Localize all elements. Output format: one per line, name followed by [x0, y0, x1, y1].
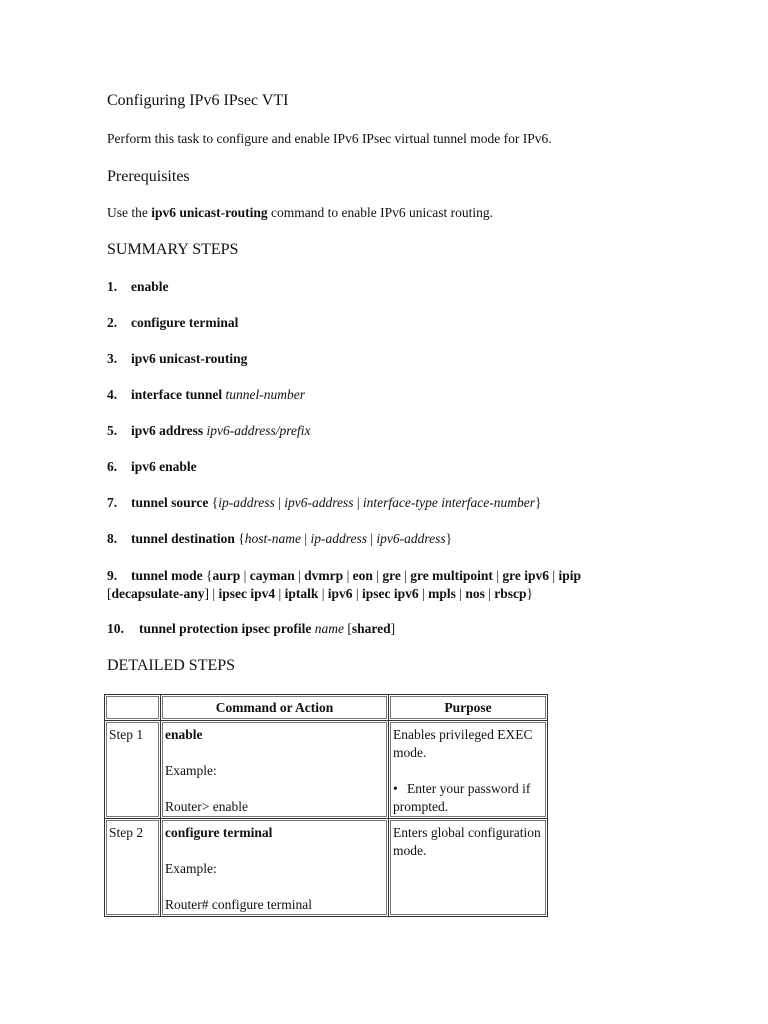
separator: |	[301, 531, 311, 546]
prerequisites-paragraph	[107, 205, 493, 221]
tunnel-mode-option: dvmrp	[304, 568, 344, 583]
prereq-text-after: command to enable IPv6 unicast routing.	[267, 205, 493, 220]
step-number: 9.	[107, 568, 118, 583]
step-command: tunnel destination	[131, 531, 235, 546]
step-command: ipv6 enable	[131, 459, 197, 474]
step-command: enable	[131, 279, 169, 294]
step-number: 1.	[107, 279, 118, 294]
command-cell	[162, 820, 387, 915]
step-number: 10.	[107, 621, 124, 636]
step-command: ipv6 unicast-routing	[131, 351, 248, 366]
separator: |	[549, 568, 559, 583]
table-cell	[161, 721, 389, 819]
separator: |	[400, 568, 411, 583]
separator: |	[274, 495, 285, 510]
table-header-cell	[389, 695, 548, 721]
decapsulate-option: decapsulate-any	[111, 586, 205, 601]
example-label: Example:	[165, 763, 217, 778]
tunnel-mode-option: gre	[382, 568, 401, 583]
step-number: 7.	[107, 495, 118, 510]
step-argument: ip-address	[218, 495, 275, 510]
command-text: configure terminal	[165, 825, 273, 840]
summary-step	[107, 351, 247, 367]
step-label: Step 1	[106, 722, 159, 817]
separator: |	[455, 586, 466, 601]
summary-step	[107, 315, 238, 331]
table-row	[105, 819, 548, 917]
header-command: Command or Action	[162, 696, 387, 719]
tunnel-mode-option: ipip	[558, 568, 581, 583]
step-command: tunnel source	[131, 495, 209, 510]
step-number: 8.	[107, 531, 118, 546]
tunnel-mode-options-line1	[213, 568, 582, 583]
header-purpose: Purpose	[390, 696, 546, 719]
brace-close: }	[534, 495, 542, 510]
separator: |	[209, 586, 219, 601]
example-label: Example:	[165, 861, 217, 876]
summary-step	[107, 459, 197, 475]
table-header-cell	[105, 695, 161, 721]
summary-step	[107, 423, 311, 439]
table-cell	[389, 721, 548, 819]
step-number: 2.	[107, 315, 118, 330]
summary-step	[107, 567, 581, 603]
tunnel-mode-option: gre multipoint	[410, 568, 493, 583]
prereq-command: ipv6 unicast-routing	[151, 205, 268, 220]
step-number: 5.	[107, 423, 118, 438]
step-command: tunnel protection ipsec profile	[139, 621, 312, 636]
brace-close: }	[445, 531, 453, 546]
summary-step	[107, 531, 452, 547]
example-text: Router> enable	[165, 799, 248, 814]
step-option: shared	[351, 621, 391, 636]
prerequisites-heading: Prerequisites	[107, 168, 190, 185]
command-cell	[162, 722, 387, 817]
table-cell	[389, 819, 548, 917]
summary-step	[107, 495, 541, 511]
tunnel-mode-option: ipv6	[327, 586, 353, 601]
tunnel-mode-option: iptalk	[284, 586, 319, 601]
purpose-cell	[390, 820, 546, 915]
table-header-row	[105, 695, 548, 721]
example-text: Router# configure terminal	[165, 897, 312, 912]
separator: |	[366, 531, 377, 546]
tunnel-mode-options-line2	[209, 586, 527, 601]
brace-open: {	[208, 495, 219, 510]
step-argument: host-name	[244, 531, 302, 546]
purpose-text: Enables privileged EXEC mode.	[393, 727, 533, 760]
summary-step	[107, 387, 305, 403]
separator: |	[294, 568, 305, 583]
step-label: Step 2	[106, 820, 159, 915]
separator: |	[343, 568, 353, 583]
separator: |	[352, 586, 362, 601]
step-number: 6.	[107, 459, 118, 474]
bracket-close: ]	[204, 586, 210, 601]
separator: |	[372, 568, 383, 583]
step-argument: ipv6-address	[376, 531, 446, 546]
summary-steps-heading: SUMMARY STEPS	[107, 241, 239, 258]
purpose-note-text: Enter your password if prompted.	[393, 781, 531, 814]
separator: |	[318, 586, 328, 601]
separator: |	[275, 586, 285, 601]
table-cell	[105, 721, 161, 819]
detailed-steps-heading: DETAILED STEPS	[107, 657, 236, 674]
separator: |	[240, 568, 250, 583]
intro-paragraph: Perform this task to configure and enable IPv6 IPsec virtual tunnel mode for IPv6.	[107, 131, 552, 146]
brace-close: }	[526, 586, 534, 601]
bracket-open: [	[344, 621, 352, 636]
purpose-note	[393, 780, 543, 816]
tunnel-mode-option: aurp	[212, 568, 241, 583]
summary-step	[107, 279, 169, 295]
purpose-cell	[390, 722, 546, 817]
step-argument: interface-type interface-number	[362, 495, 535, 510]
step-command: ipv6 address	[131, 423, 204, 438]
tunnel-mode-option: ipsec ipv6	[362, 586, 419, 601]
step-command: configure terminal	[131, 315, 239, 330]
command-text: enable	[165, 727, 203, 742]
step-argument: ip-address	[310, 531, 367, 546]
separator: |	[418, 586, 429, 601]
step-argument: ipv6-address/prefix	[206, 423, 311, 438]
prereq-text-before: Use the	[107, 205, 152, 220]
step-argument: tunnel-number	[225, 387, 305, 402]
step-command: tunnel mode	[131, 568, 203, 583]
step-argument: ipv6-address	[284, 495, 354, 510]
table-row	[105, 721, 548, 819]
bracket-open: [	[107, 586, 112, 601]
tunnel-mode-option: nos	[465, 586, 485, 601]
separator: |	[484, 586, 495, 601]
detailed-steps-table	[104, 694, 548, 917]
tunnel-mode-option: rbscp	[494, 586, 527, 601]
tunnel-mode-option: mpls	[428, 586, 456, 601]
separator: |	[353, 495, 363, 510]
header-step	[106, 696, 159, 719]
table-cell	[105, 819, 161, 917]
step-command: interface tunnel	[131, 387, 223, 402]
purpose-text: Enters global configuration mode.	[393, 825, 541, 858]
brace-open: {	[234, 531, 245, 546]
separator: |	[492, 568, 503, 583]
step-number: 4.	[107, 387, 118, 402]
tunnel-mode-option: cayman	[249, 568, 295, 583]
tunnel-mode-option: gre ipv6	[502, 568, 550, 583]
tunnel-mode-option: eon	[352, 568, 373, 583]
bullet-icon: •	[393, 781, 398, 796]
tunnel-mode-option: ipsec ipv4	[218, 586, 276, 601]
page-title: Configuring IPv6 IPsec VTI	[107, 92, 289, 109]
step-argument: name	[314, 621, 344, 636]
table-header-cell	[161, 695, 389, 721]
brace-open: {	[202, 568, 213, 583]
step-number: 3.	[107, 351, 118, 366]
bracket-close: ]	[390, 621, 396, 636]
table-cell	[161, 819, 389, 917]
summary-step	[107, 621, 395, 637]
